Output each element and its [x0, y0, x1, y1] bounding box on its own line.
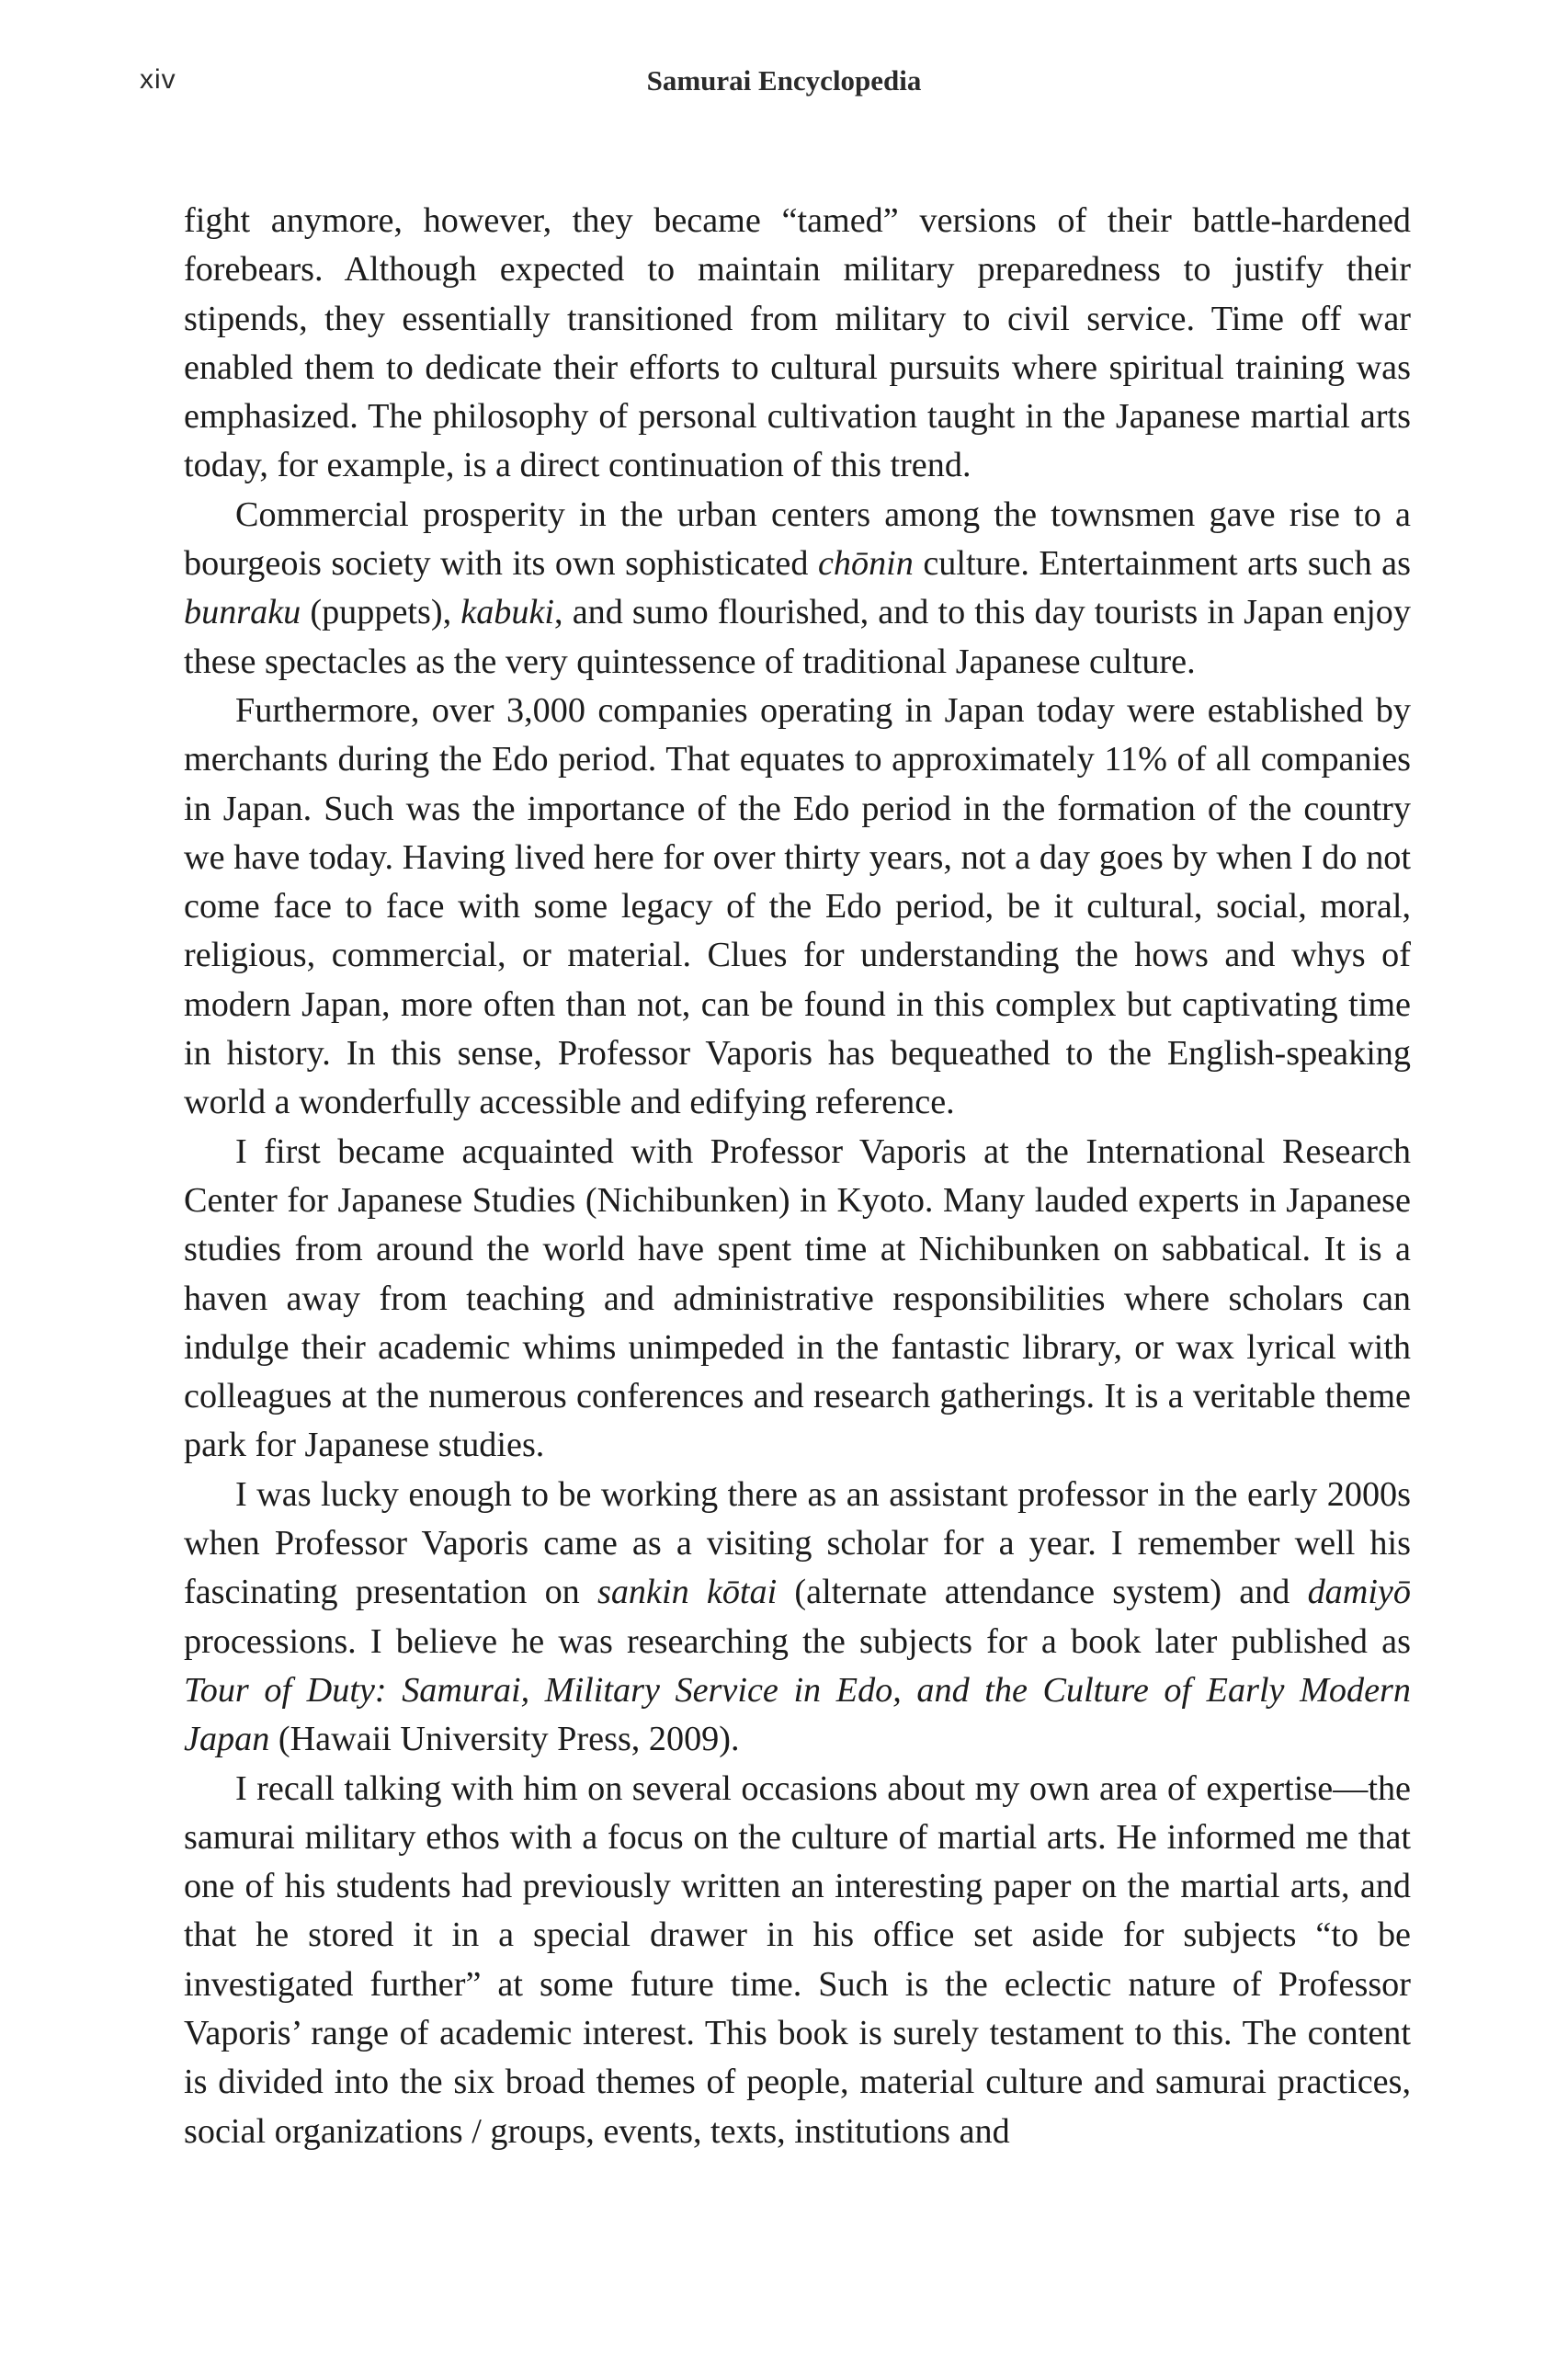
paragraph-5 [184, 1471, 1411, 1765]
italic-term-kabuki: kabuki [460, 593, 555, 632]
italic-term-damiyo: damiyō [1307, 1573, 1411, 1612]
paragraph-2-text-a: Commercial prosperity in the urban centers among the townsmen gave rise to a bourgeois society with its own sophisticated [184, 494, 1411, 584]
body-text [184, 197, 1411, 2156]
paragraph-5-text-b: (alternate attendance system) and [777, 1573, 1308, 1612]
italic-book-title: Tour of Duty: Samurai, Military Service in Edo, and the Culture of Early Modern Japan [184, 1670, 1411, 1759]
italic-term-chonin: chōnin [817, 544, 914, 584]
paragraph-2-text-d: , and sumo flourished, and to this day tourists in Japan enjoy these spectacles as the very quintessence of traditional Japanese culture. [184, 593, 1411, 681]
paragraph-2-text-c: (puppets), [301, 593, 461, 632]
paragraph-2-text-b: culture. Entertainment arts such as [913, 544, 1411, 584]
paragraph-3: Furthermore, over 3,000 companies operating in Japan today were established by merchants during the Edo period. That equates to approximately 11% of all companies in Japan. Such was the importance of the Edo period in the formation of the country we have today. Having lived here for over thirty years, not a day goes by when I do not come face to face with some legacy of the Edo period, be it cultural, social, moral, religious, commercial, or material. Clues for understanding the hows and whys of modern Japan, more often than not, can be found in this complex but captivating time in history. In this sense, Professor Vaporis has bequeathed to the English-speaking world a wonderfully accessible and edifying reference. [184, 690, 1411, 1122]
paragraph-4: I first became acquainted with Professor Vaporis at the International Research Center for Japanese Studies (Nichibunken) in Kyoto. Many lauded experts in Japanese studies from around the world have spent time at Nichibunken on sabbatical. It is a haven away from teaching and administrative responsibilities where scholars can indulge their academic whims unimpeded in the fantastic library, or wax lyrical with colleagues at the numerous conferences and research gatherings. It is a veritable theme park for Japanese studies. [184, 1131, 1411, 1465]
paragraph-5-text-c: processions. I believe he was researching the subjects for a book later published as [184, 1621, 1411, 1661]
paragraph-5-text-a: I was lucky enough to be working there as an assistant professor in the early 2000s when Professor Vaporis came as a visiting scholar for a year. I remember well his fascinating presentation on [184, 1474, 1411, 1612]
paragraph-2 [184, 491, 1411, 687]
paragraph-1: fight anymore, however, they became “tamed” versions of their battle-hardened forebears. Although expected to maintain military preparedness to justify their stipends, they essentially transitioned from military to civil service. Time off war enabled them to dedicate their efforts to cultural pursuits where spiritual training was emphasized. The philosophy of personal cultivation taught in the Japanese martial arts today, for example, is a direct continuation of this trend. [184, 201, 1411, 485]
italic-term-bunraku: bunraku [184, 593, 301, 632]
running-title: Samurai Encyclopedia [646, 64, 922, 97]
paragraph-5-text-d: (Hawaii University Press, 2009). [269, 1720, 740, 1759]
italic-term-sankin-kotai: sankin kōtai [597, 1573, 778, 1612]
paragraph-6: I recall talking with him on several occasions about my own area of expertise—the samurai military ethos with a focus on the culture of martial arts. He informed me that one of his students had previously written an interesting paper on the martial arts, and that he stored it in a special drawer in his office set aside for subjects “to be investigated further” at some future time. Such is the eclectic nature of Professor Vaporis’ range of academic interest. This book is surely testament to this. The content is divided into the six broad themes of people, material culture and samurai practices, social organizations / groups, events, texts, institutions and [184, 1768, 1411, 2151]
running-head [0, 64, 1568, 105]
page-number: xiv [140, 64, 176, 95]
